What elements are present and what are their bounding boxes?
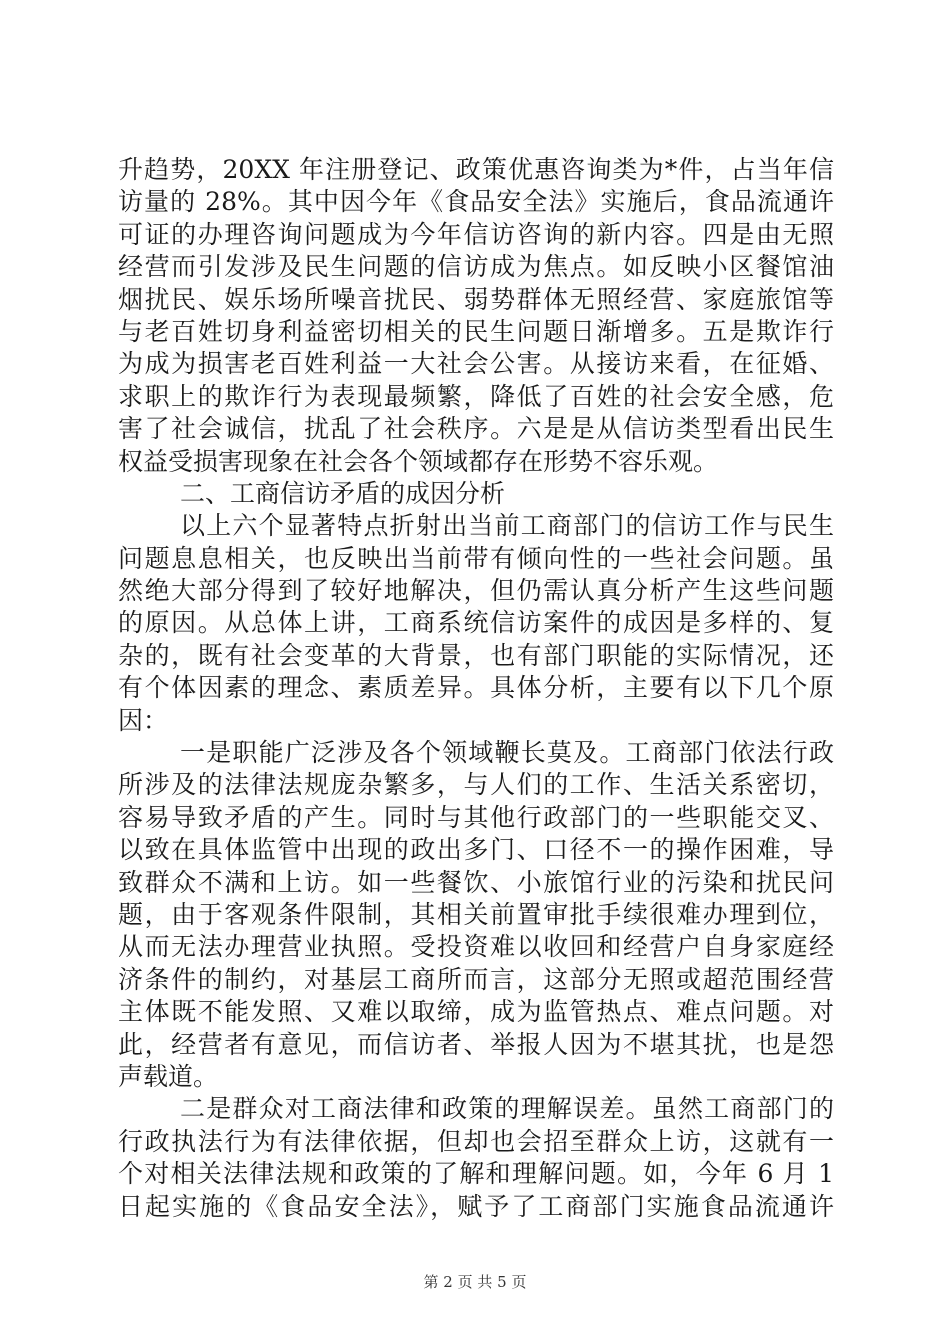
text-line: 害了社会诚信，扰乱了社会秩序。六是是从信访类型看出民生: [118, 414, 834, 444]
text-line: 有个体因素的理念、素质差异。具体分析，主要有以下几个原: [118, 673, 834, 703]
text-line: 一是职能广泛涉及各个领域鞭长莫及。工商部门依法行政: [180, 738, 834, 768]
text-line: 致群众不满和上访。如一些餐饮、小旅馆行业的污染和扰民问: [118, 867, 834, 897]
text-line: 所涉及的法律法规庞杂繁多，与人们的工作、生活关系密切，: [118, 770, 834, 800]
text-line: 然绝大部分得到了较好地解决，但仍需认真分析产生这些问题: [118, 576, 834, 606]
text-line: 问题息息相关，也反映出当前带有倾向性的一些社会问题。虽: [118, 543, 834, 573]
text-line: 题，由于客观条件限制，其相关前置审批手续很难办理到位，: [118, 899, 834, 929]
section-heading: 二、工商信访矛盾的成因分析: [180, 478, 506, 508]
text-line: 可证的办理咨询问题成为今年信访咨询的新内容。四是由无照: [118, 219, 834, 249]
text-line: 为成为损害老百姓利益一大社会公害。从接访来看，在征婚、: [118, 349, 834, 379]
text-line: 经营而引发涉及民生问题的信访成为焦点。如反映小区餐馆油: [118, 252, 834, 282]
text-line: 行政执法行为有法律依据，但却也会招至群众上访，这就有一: [118, 1126, 834, 1156]
text-line: 与老百姓切身利益密切相关的民生问题日渐增多。五是欺诈行: [118, 316, 834, 346]
text-line: 以致在具体监管中出现的政出多门、口径不一的操作困难，导: [118, 835, 834, 865]
text-line: 个对相关法律法规和政策的了解和理解问题。如，今年 6 月 1: [118, 1159, 834, 1189]
text-line: 从而无法办理营业执照。受投资难以收回和经营户自身家庭经: [118, 932, 834, 962]
text-line: 二是群众对工商法律和政策的理解误差。虽然工商部门的: [180, 1094, 834, 1124]
page-footer: 第 2 页 共 5 页: [423, 1273, 527, 1291]
text-line: 的原因。从总体上讲，工商系统信访案件的成因是多样的、复: [118, 608, 834, 638]
text-line: 求职上的欺诈行为表现最频繁，降低了百姓的社会安全感，危: [118, 381, 834, 411]
text-line: 因：: [118, 705, 169, 735]
text-line: 访量的 28%。其中因今年《食品安全法》实施后，食品流通许: [118, 187, 834, 217]
text-line: 以上六个显著特点折射出当前工商部门的信访工作与民生: [180, 511, 834, 541]
text-line: 济条件的制约，对基层工商所而言，这部分无照或超范围经营: [118, 964, 834, 994]
text-line: 声载道。: [118, 1061, 219, 1091]
text-line: 主体既不能发照、又难以取缔，成为监管热点、难点问题。对: [118, 997, 834, 1027]
text-line: 升趋势，20XX 年注册登记、政策优惠咨询类为*件，占当年信: [118, 155, 834, 184]
text-line: 烟扰民、娱乐场所噪音扰民、弱势群体无照经营、家庭旅馆等: [118, 284, 834, 314]
text-line: 日起实施的《食品安全法》，赋予了工商部门实施食品流通许: [118, 1191, 834, 1221]
text-line: 权益受损害现象在社会各个领域都存在形势不容乐观。: [118, 446, 719, 476]
text-line: 杂的，既有社会变革的大背景，也有部门职能的实际情况，还: [118, 640, 834, 670]
body-text: [118, 154, 834, 1223]
text-line: 容易导致矛盾的产生。同时与其他行政部门的一些职能交叉、: [118, 802, 834, 832]
text-line: 此，经营者有意见，而信访者、举报人因为不堪其扰，也是怨: [118, 1029, 834, 1059]
